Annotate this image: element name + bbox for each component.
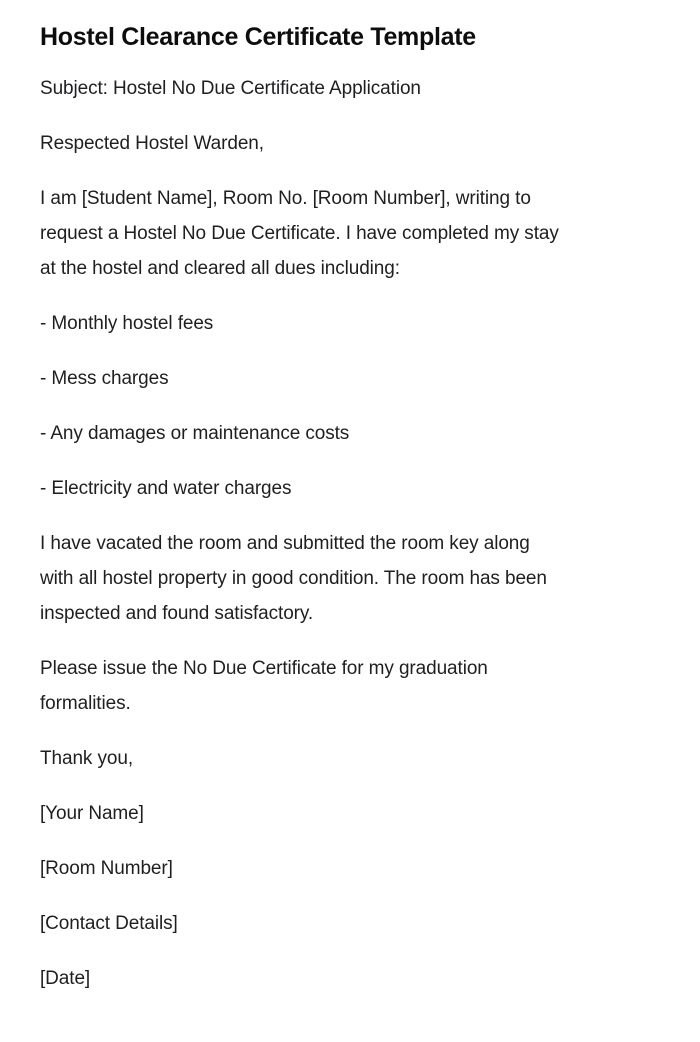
signature-contact-details — [40, 906, 650, 941]
paragraph-line: Subject: Hostel No Due Certificate Application — [40, 78, 421, 99]
intro-paragraph — [40, 181, 650, 286]
dues-list-item-electricity-water — [40, 471, 650, 506]
signature-line-text: [Your Name] — [40, 803, 144, 824]
list-item-text: - Any damages or maintenance costs — [40, 423, 350, 444]
paragraph-line: Respected Hostel Warden, — [40, 133, 264, 154]
dues-list-item-damages — [40, 416, 650, 451]
dues-list-item-monthly-fees — [40, 306, 650, 341]
paragraph-line: I am [Student Name], Room No. [Room Number], writing to — [40, 188, 531, 209]
signature-room-number — [40, 851, 650, 886]
paragraph-line: formalities. — [40, 693, 131, 714]
paragraph-line: with all hostel property in good condition. The room has been — [40, 568, 547, 589]
paragraph-line: request a Hostel No Due Certificate. I have completed my stay — [40, 223, 559, 244]
closing — [40, 741, 650, 776]
list-item-text: - Electricity and water charges — [40, 478, 292, 499]
list-item-text: - Monthly hostel fees — [40, 313, 214, 334]
paragraph-line: Please issue the No Due Certificate for my graduation — [40, 658, 488, 679]
signature-your-name — [40, 796, 650, 831]
signature-date — [40, 961, 650, 996]
paragraph-line: I have vacated the room and submitted the room key along — [40, 533, 530, 554]
paragraph-line: Thank you, — [40, 748, 133, 769]
paragraph-line: inspected and found satisfactory. — [40, 603, 314, 624]
vacated-paragraph — [40, 526, 650, 631]
signature-line-text: [Contact Details] — [40, 913, 178, 934]
signature-line-text: [Date] — [40, 968, 91, 989]
list-item-text: - Mess charges — [40, 368, 169, 389]
request-paragraph — [40, 651, 650, 721]
paragraph-line: at the hostel and cleared all dues including: — [40, 258, 400, 279]
page-title: Hostel Clearance Certificate Template — [40, 23, 476, 51]
signature-line-text: [Room Number] — [40, 858, 173, 879]
subject-line — [40, 71, 650, 106]
dues-list-item-mess-charges — [40, 361, 650, 396]
salutation — [40, 126, 650, 161]
